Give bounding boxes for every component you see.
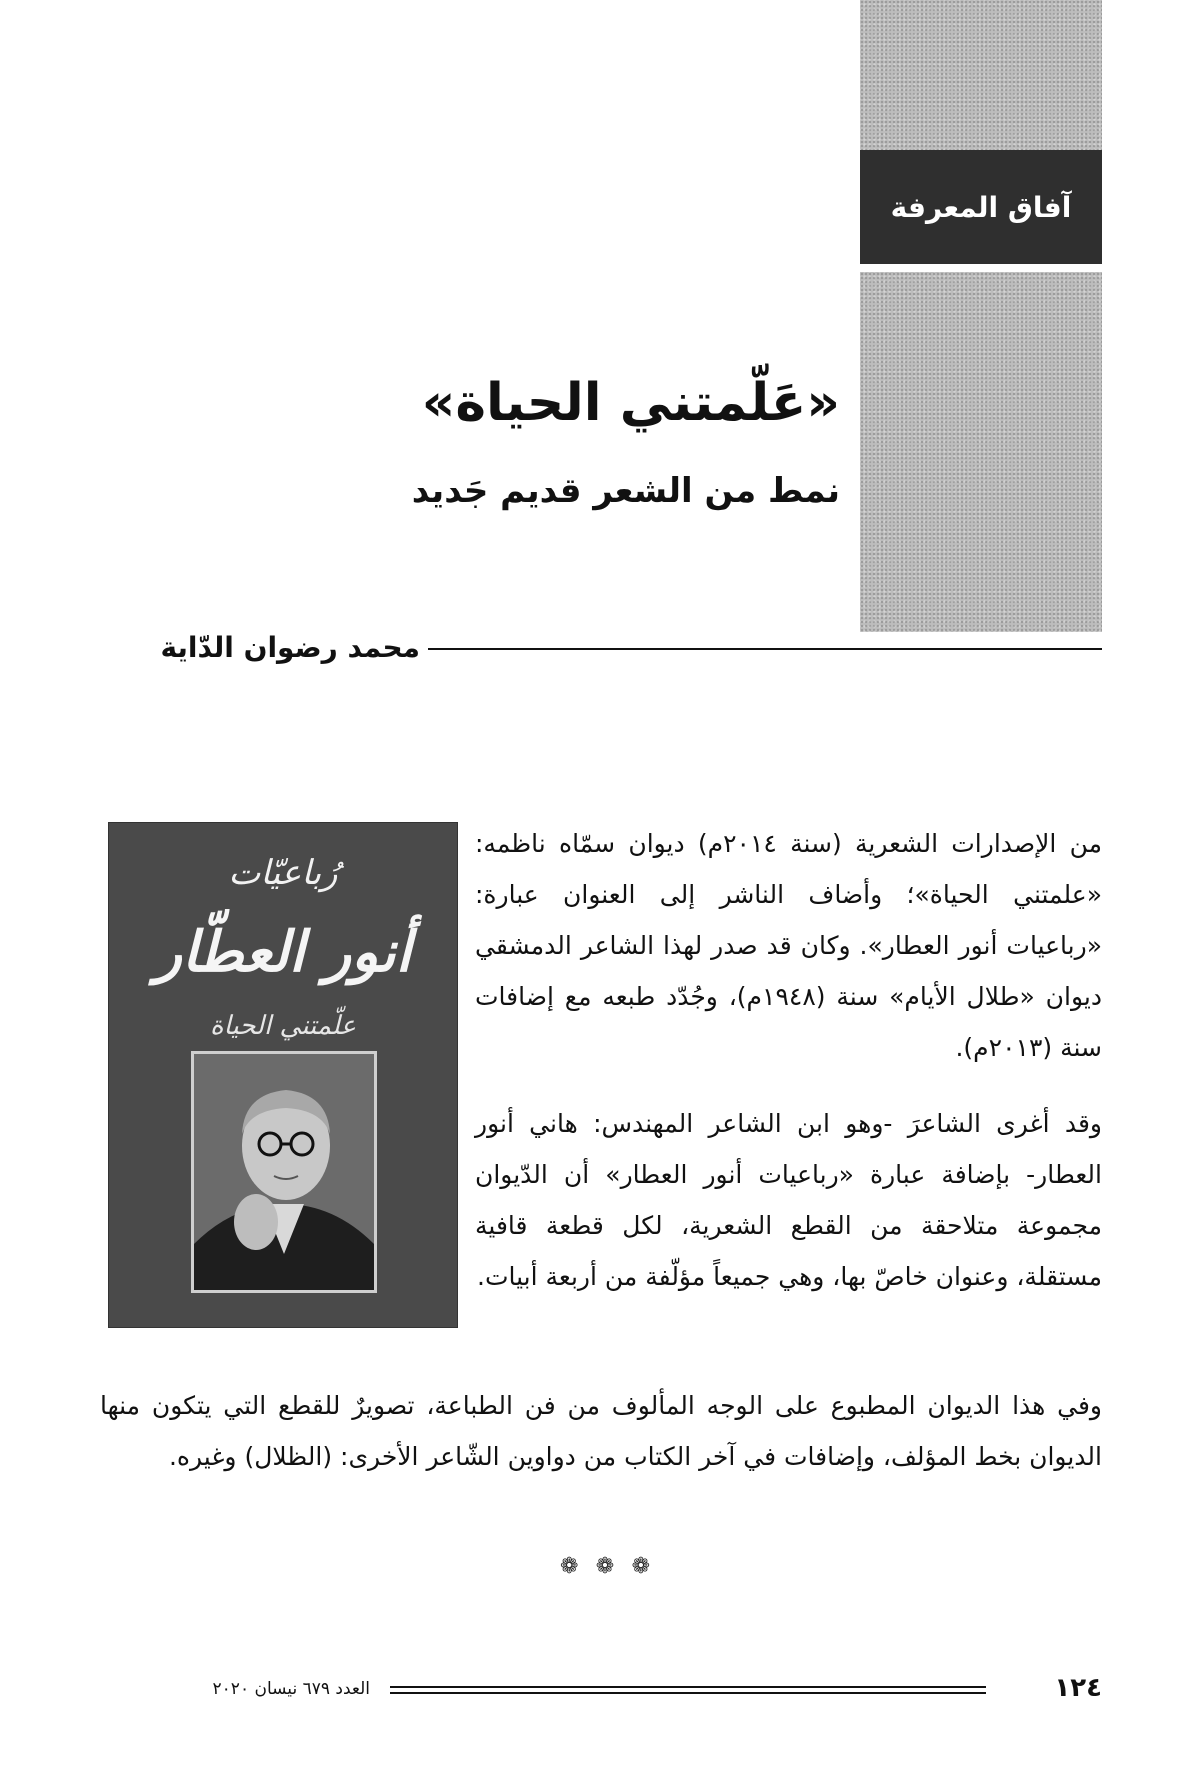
book-cover-portrait (191, 1051, 377, 1293)
article-subtitle: نمط من الشعر قديم جَديد (411, 471, 840, 511)
author-divider (428, 648, 1102, 650)
footer-rule-lower (390, 1692, 986, 1694)
flower-icon: ❁ (560, 1554, 579, 1579)
flower-icon: ❁ (595, 1554, 615, 1579)
flower-icon: ❁ (631, 1554, 650, 1579)
footer-rule-upper (390, 1686, 986, 1688)
portrait-illustration (194, 1054, 374, 1290)
page-number: ١٢٤ (1054, 1673, 1102, 1703)
section-separator (560, 1552, 650, 1582)
decorative-gray-block-bottom (860, 272, 1102, 632)
article-title: «عَلّمتني الحياة» (421, 373, 840, 433)
issue-info: العدد ٦٧٩ نيسان ٢٠٢٠ (212, 1679, 370, 1699)
book-cover-subtitle-text: علّمتني الحياة (209, 1011, 357, 1041)
paragraph-1: من الإصدارات الشعرية (سنة ٢٠١٤م) ديوان سمّاه ناظمه: «علمتني الحياة»؛ وأضاف الناشر إلى العنوان عبارة: «رباعيات أنور العطار». وكان قد صدر لهذا الشاعر الدمشقي ديوان «طلال الأيام» سنة (١٩٤٨م)، وجُدّد طبعه مع إضافات سنة (٢٠١٣م). (475, 829, 1102, 1062)
section-label-text: آفاق المعرفة (890, 190, 1072, 224)
decorative-gray-block-top (860, 0, 1102, 150)
paragraph-3: وفي هذا الديوان المطبوع على الوجه المألوف من فن الطباعة، تصويرٌ للقطع التي يتكون منها الديوان بخط المؤلف، وإضافات في آخر الكتاب من دواوين الشّاعر الأخرى: (الظلال) وغيره. (100, 1391, 1102, 1471)
book-cover-image (108, 822, 458, 1328)
section-label (860, 150, 1102, 264)
book-cover-top-text: رُباعيّات (228, 853, 338, 893)
author-name: محمد رضوان الدّاية (160, 631, 420, 664)
book-cover-author-text: أنور العطّار (154, 919, 412, 985)
paragraph-2: وقد أغرى الشاعرَ -وهو ابن الشاعر المهندس: هاني أنور العطار- بإضافة عبارة «رباعيات أنور العطار» أن الدّيوان مجموعة متلاحقة من القطع الشعرية، لكل قطعة قافية مستقلة، وعنوان خاصّ بها، وهي جميعاً مؤلّفة من أربعة أبيات. (475, 1109, 1102, 1291)
